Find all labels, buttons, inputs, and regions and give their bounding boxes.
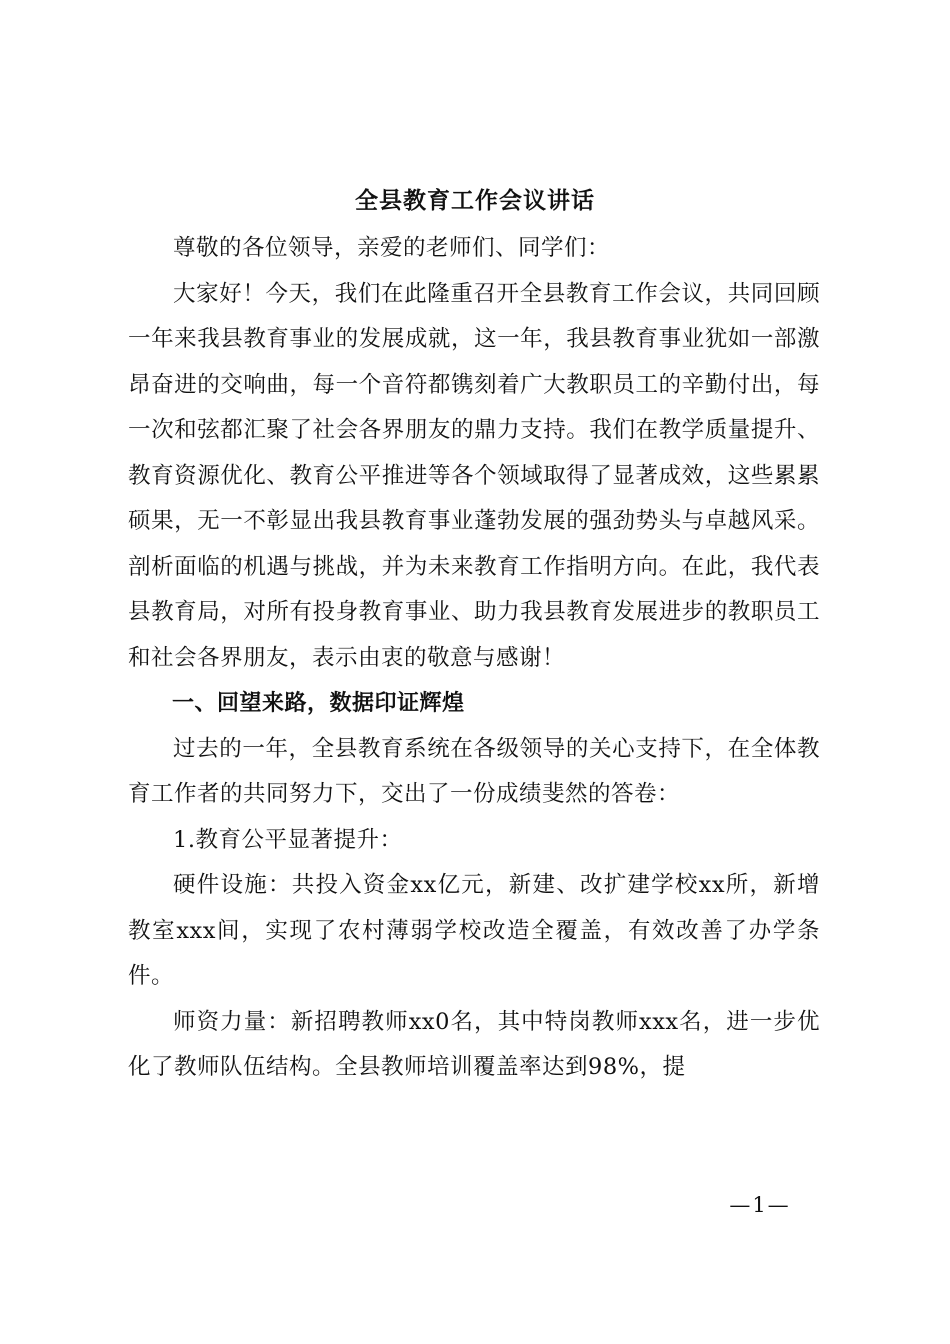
salutation-paragraph: 尊敬的各位领导，亲爱的老师们、同学们： bbox=[173, 235, 611, 261]
section-heading: 一、回望来路，数据印证辉煌 bbox=[172, 691, 465, 716]
page-number: —1— bbox=[729, 1193, 791, 1217]
subsection-heading: 1.教育公平显著提升： bbox=[173, 826, 403, 853]
teachers-paragraph: 师资力量：新招聘教师xx0名，其中特岗教师xxx名，进一步优化了教师队伍结构。全县教师培训覆盖率达到98%，提 bbox=[128, 1008, 820, 1080]
section-intro-paragraph: 过去的一年，全县教育系统在各级领导的关心支持下，在全体教育工作者的共同努力下，交出了一份成绩斐然的答卷： bbox=[128, 735, 820, 807]
document-title: 全县教育工作会议讲话 bbox=[355, 187, 595, 214]
document-body bbox=[128, 226, 820, 1091]
facilities-paragraph: 硬件设施：共投入资金xx亿元，新建、改扩建学校xx所，新增教室xxx间，实现了农村薄弱学校改造全覆盖，有效改善了办学条件。 bbox=[128, 872, 820, 989]
opening-paragraph: 大家好！今天，我们在此隆重召开全县教育工作会议，共同回顾一年来我县教育事业的发展成就，这一年，我县教育事业犹如一部激昂奋进的交响曲，每一个音符都镌刻着广大教职员工的辛勤付出，每一次和弦都汇聚了社会各界朋友的鼎力支持。我们在教学质量提升、教育资源优化、教育公平推进等各个领域取得了显著成效，这些累累硕果，无一不彰显出我县教育事业蓬勃发展的强劲势头与卓越风采。剖析面临的机遇与挑战，并为未来教育工作指明方向。在此，我代表县教育局，对所有投身教育事业、助力我县教育发展进步的教职员工和社会各界朋友，表示由衷的敬意与感谢！ bbox=[128, 280, 820, 671]
